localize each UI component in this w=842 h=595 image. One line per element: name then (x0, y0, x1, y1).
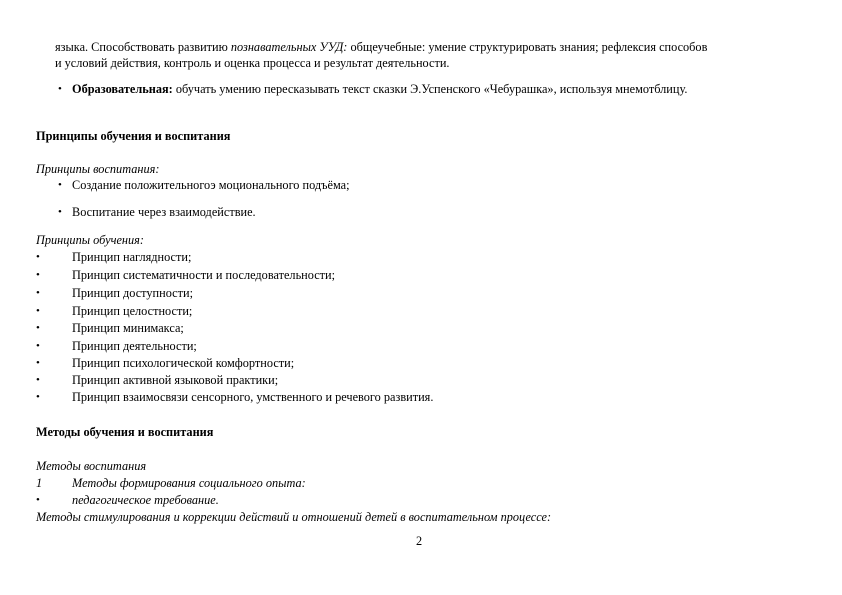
upbringing-principles-title: Принципы воспитания: (36, 162, 160, 176)
bullet-icon: • (36, 357, 40, 369)
stimulation-methods-title: Методы стимулирования и коррекции действий и отношений детей в воспитательном процессе: (36, 510, 552, 524)
methods-group-number: 1 (36, 476, 43, 490)
list-item: Принцип минимакса; (72, 321, 184, 335)
bullet-icon: • (36, 340, 40, 352)
intro-line-2: и условий действия, контроль и оценка процесса и результат деятельности. (55, 56, 450, 70)
bullet-icon: • (36, 269, 40, 281)
bullet-icon: • (36, 287, 40, 299)
teaching-principles-title: Принципы обучения: (36, 233, 144, 247)
list-item: Принцип взаимосвязи сенсорного, умственного и речевого развития. (72, 390, 434, 404)
list-item: Воспитание через взаимодействие. (72, 205, 256, 219)
educational-goal-text: обучать умению пересказывать текст сказки Э.Успенского «Чебурашка», используя мнемотблицу. (172, 82, 688, 96)
educational-goal-label: Образовательная: (72, 82, 173, 96)
intro-text-continued: общеучебные: умение структурировать знания; рефлексия способов (347, 40, 708, 54)
bullet-icon: • (36, 391, 40, 403)
bullet-icon: • (36, 322, 40, 334)
bullet-icon: • (58, 206, 62, 218)
educational-goal (72, 82, 687, 97)
principles-heading: Принципы обучения и воспитания (36, 129, 231, 143)
intro-text: языка. Способствовать развитию (55, 40, 231, 54)
list-item: педагогическое требование. (72, 493, 219, 507)
methods-group-title: Методы формирования социального опыта: (72, 476, 306, 490)
bullet-icon: • (58, 83, 62, 95)
bullet-icon: • (36, 305, 40, 317)
list-item: Принцип деятельности; (72, 339, 197, 353)
list-item: Создание положительногоэ моционального подъёма; (72, 178, 350, 192)
bullet-icon: • (36, 494, 40, 506)
list-item: Принцип наглядности; (72, 250, 192, 264)
page-number: 2 (416, 534, 423, 548)
cognitive-uud-term: познавательных УУД: (230, 40, 348, 54)
list-item: Принцип систематичности и последовательности; (72, 268, 336, 282)
list-item: Принцип доступности; (72, 286, 193, 300)
list-item: Принцип активной языковой практики; (72, 373, 279, 387)
intro-line-1 (55, 40, 707, 55)
bullet-icon: • (36, 374, 40, 386)
bullet-icon: • (36, 251, 40, 263)
list-item: Принцип целостности; (72, 304, 193, 318)
methods-heading: Методы обучения и воспитания (36, 425, 214, 439)
upbringing-methods-title: Методы воспитания (36, 459, 147, 473)
bullet-icon: • (58, 179, 62, 191)
list-item: Принцип психологической комфортности; (72, 356, 295, 370)
